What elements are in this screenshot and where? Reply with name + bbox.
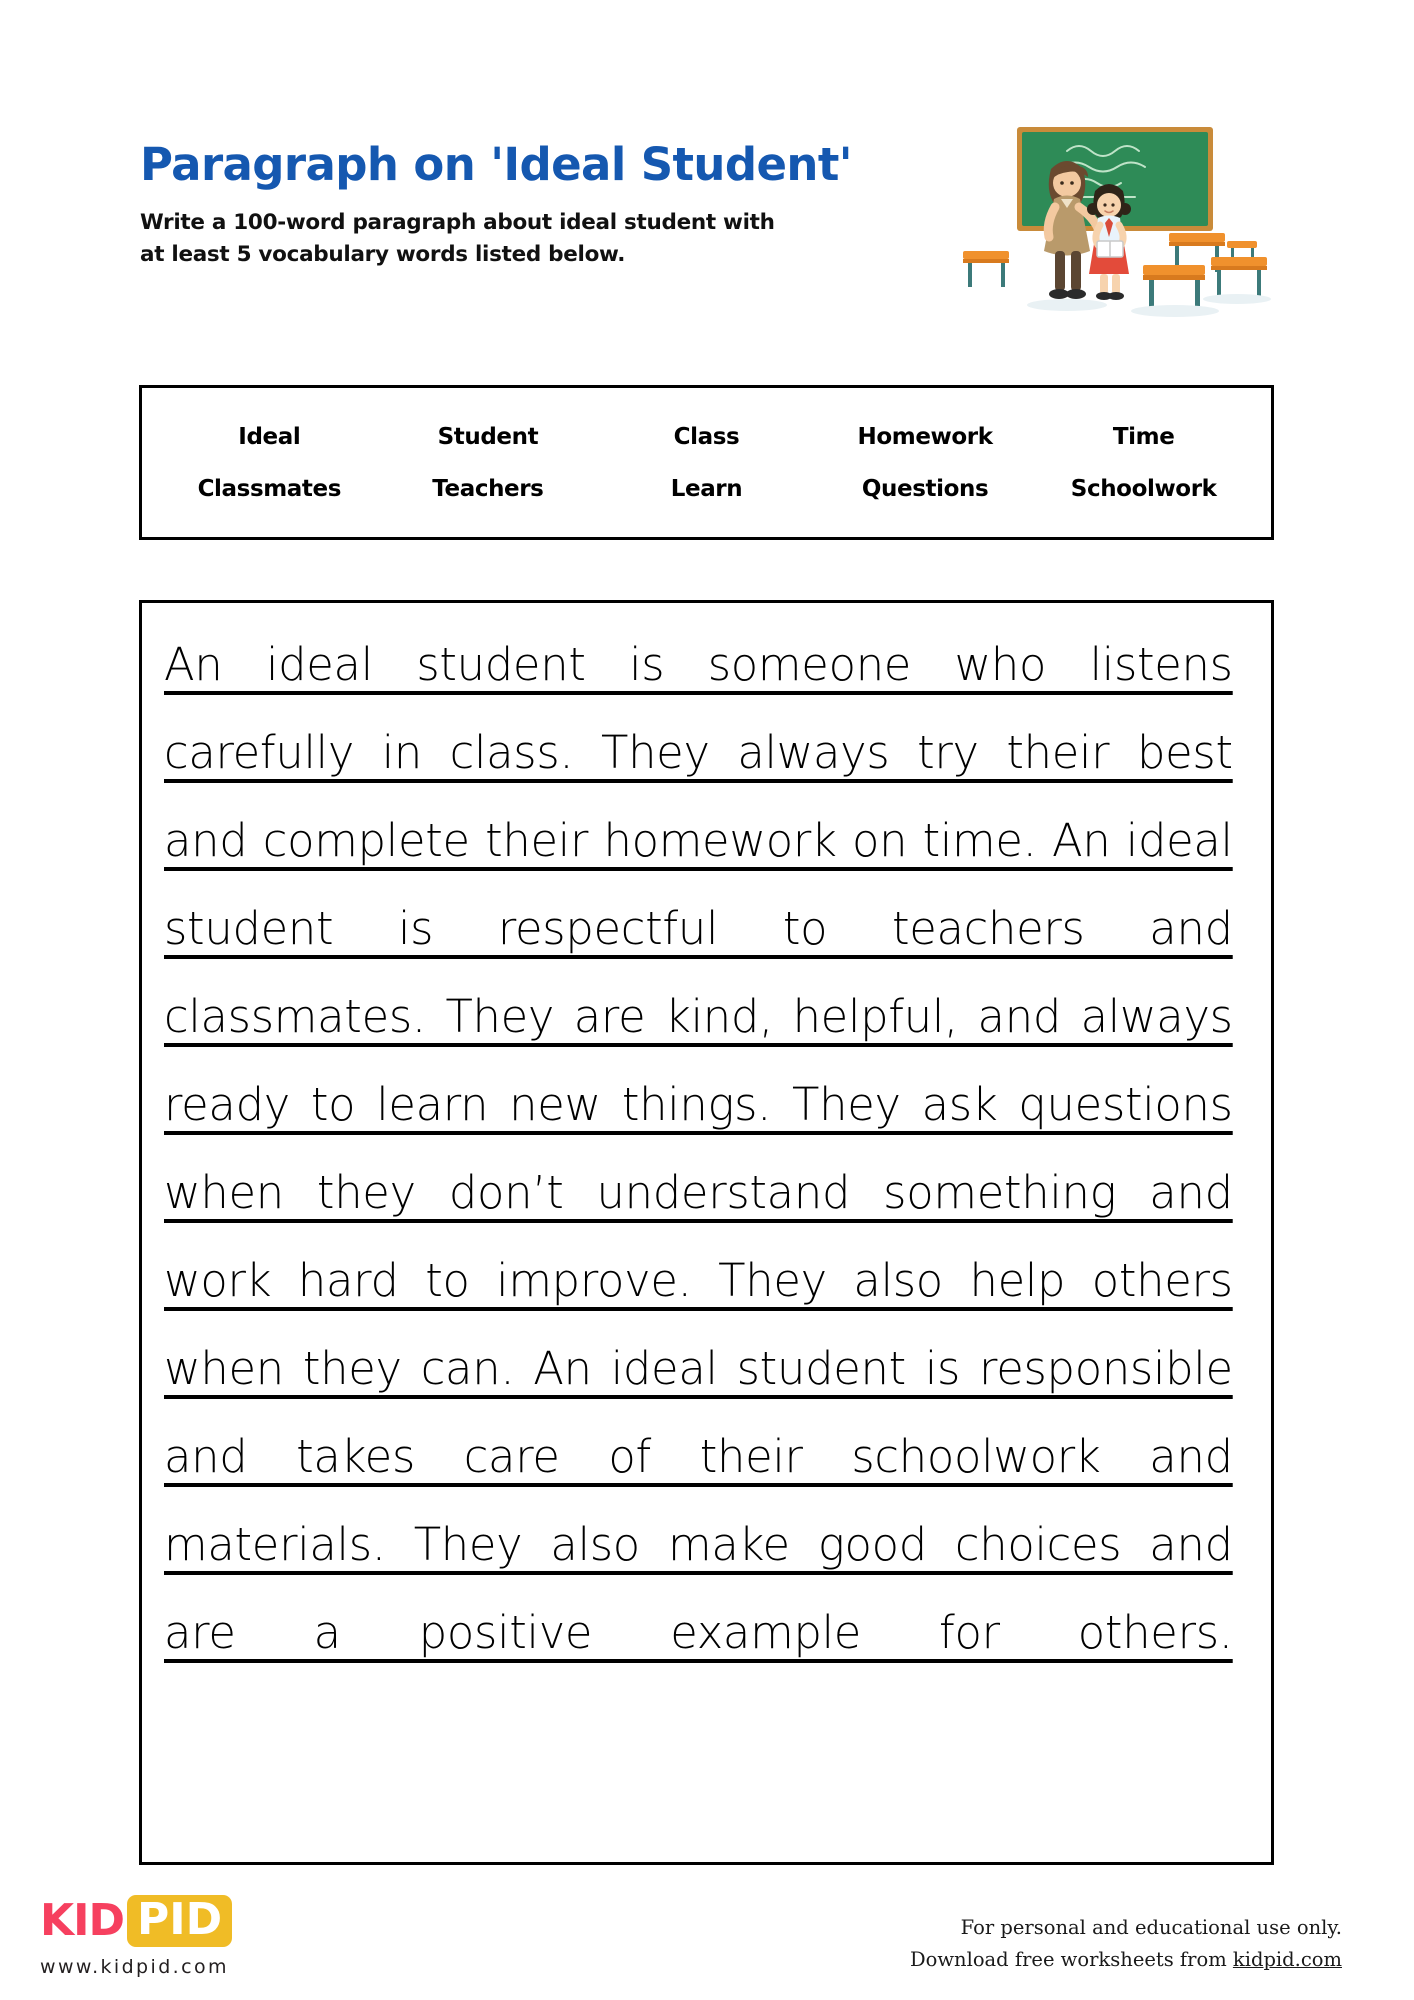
vocabulary-word: Schoolwork [1070,475,1217,502]
vocabulary-row [160,424,1253,450]
footer-note-line-2 [910,1944,1342,1976]
student-figure [1087,184,1131,300]
answer-box[interactable] [139,600,1274,1865]
answer-paragraph[interactable]: An ideal student is someone who listens carefully in class. They always try their best and complete their homework on time. An ideal student is respectful to teachers and classmates. They are kind, helpful, and always ready to learn new things. They ask questions when they don’t understand something and work hard to improve. They also help others when they can. An ideal student is responsible and takes care of their schoolwork and materials. They also make good choices and are a positive example for others. [164,638,1233,1659]
logo-website-url: www.kidpid.com [40,1956,229,1978]
vocabulary-word: Classmates [197,475,342,502]
logo-mark [40,1895,370,1947]
vocabulary-box [139,385,1274,540]
logo-pid-text: PID [127,1895,232,1947]
kidpid-logo [40,1895,370,1978]
header [140,140,940,272]
vocabulary-word: Student [437,423,539,450]
vocabulary-word: Questions [861,475,989,502]
page-title: Paragraph on 'Ideal Student' [140,138,852,191]
kidpid-link[interactable]: kidpid.com [1232,1948,1342,1972]
vocabulary-word: Homework [857,423,993,450]
instructions-text: Write a 100-word paragraph about ideal student with at least 5 vocabulary words listed below. [140,209,775,268]
vocabulary-row [160,476,1253,502]
footer-note-line-1: For personal and educational use only. [960,1916,1342,1939]
footer-usage-note [910,1912,1342,1976]
vocabulary-word: Time [1112,423,1175,450]
classroom-illustration-svg [955,125,1275,320]
logo-kid-text: KID [40,1895,124,1946]
vocabulary-word: Ideal [238,423,301,450]
vocabulary-word: Class [673,423,740,450]
vocabulary-word: Learn [670,475,743,502]
vocabulary-word: Teachers [432,475,544,502]
footer-note-prefix: Download free worksheets from [909,1948,1233,1972]
classroom-illustration [955,125,1275,320]
